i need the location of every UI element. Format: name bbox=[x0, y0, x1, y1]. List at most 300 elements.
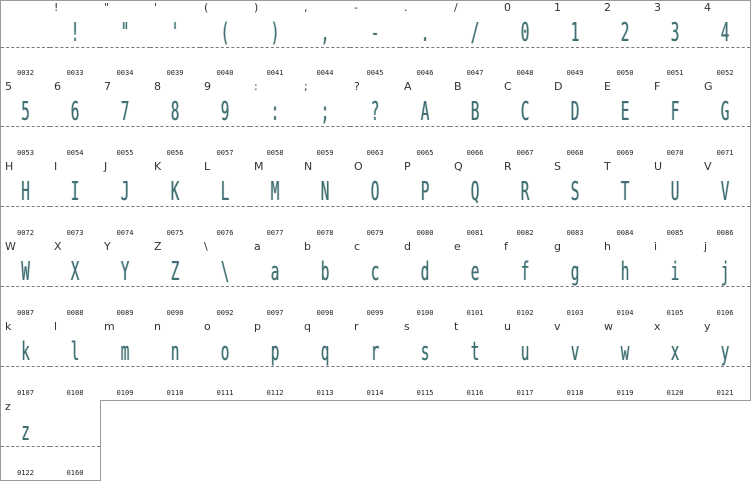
glyph-code: 0076 bbox=[216, 229, 234, 237]
glyph-code: 0118 bbox=[566, 389, 584, 397]
glyph-cell bbox=[400, 240, 451, 321]
glyph-cell bbox=[400, 160, 451, 241]
glyph-sample: W bbox=[21, 257, 30, 287]
glyph-sample: f bbox=[520, 257, 530, 287]
glyph-sample: V bbox=[720, 177, 730, 207]
glyph-cell-label: H bbox=[5, 160, 14, 173]
glyph-code: 0099 bbox=[366, 309, 384, 317]
glyph-cell bbox=[650, 240, 701, 321]
glyph-cell bbox=[400, 0, 451, 81]
glyph-code: 0074 bbox=[116, 229, 134, 237]
glyph-code: 0075 bbox=[166, 229, 184, 237]
glyph-code: 0059 bbox=[316, 149, 334, 157]
glyph-cell bbox=[150, 240, 201, 321]
glyph-code: 0063 bbox=[366, 149, 384, 157]
glyph-code: 0065 bbox=[416, 149, 434, 157]
glyph-cell-label: a bbox=[254, 240, 261, 253]
glyph-code: 0046 bbox=[416, 69, 434, 77]
glyph-cell bbox=[500, 160, 551, 241]
glyph-sample: 3 bbox=[670, 18, 680, 48]
glyph-cell-label: f bbox=[504, 240, 508, 253]
glyph-cell-label: K bbox=[154, 160, 162, 173]
glyph-cell-label: t bbox=[454, 320, 459, 333]
glyph-sample: d bbox=[420, 257, 430, 287]
glyph-code: 0081 bbox=[466, 229, 484, 237]
glyph-code: 0048 bbox=[516, 69, 534, 77]
glyph-cell-label: c bbox=[354, 240, 361, 253]
glyph-cell bbox=[0, 320, 51, 401]
glyph-sample: x bbox=[670, 337, 680, 367]
glyph-code: 0108 bbox=[66, 389, 84, 397]
glyph-cell bbox=[450, 320, 501, 401]
glyph-code: 0041 bbox=[266, 69, 284, 77]
glyph-code: 0052 bbox=[716, 69, 734, 77]
glyph-code: 0089 bbox=[116, 309, 134, 317]
glyph-cell-label: k bbox=[5, 320, 12, 333]
glyph-code: 0034 bbox=[116, 69, 134, 77]
glyph-cell-label: 1 bbox=[554, 1, 561, 14]
glyph-cell bbox=[300, 320, 351, 401]
glyph-sample: ? bbox=[370, 97, 380, 127]
glyph-cell bbox=[700, 320, 751, 401]
glyph-cell-label: U bbox=[654, 160, 663, 173]
glyph-cell-label: L bbox=[204, 160, 211, 173]
glyph-code: 0053 bbox=[17, 149, 34, 157]
glyph-cell-label: T bbox=[604, 160, 611, 173]
glyph-code: 0103 bbox=[566, 309, 584, 317]
glyph-cell-label: v bbox=[554, 320, 561, 333]
glyph-cell-label: x bbox=[654, 320, 661, 333]
glyph-code: 0072 bbox=[17, 229, 34, 237]
glyph-cell bbox=[700, 80, 751, 161]
glyph-code: 0045 bbox=[366, 69, 384, 77]
glyph-code: 0101 bbox=[466, 309, 484, 317]
glyph-cell bbox=[400, 320, 451, 401]
glyph-cell bbox=[250, 240, 301, 321]
glyph-sample: Q bbox=[470, 177, 480, 207]
glyph-sample: U bbox=[670, 177, 680, 207]
glyph-cell bbox=[650, 0, 701, 81]
glyph-cell bbox=[600, 160, 651, 241]
glyph-cell-label: 8 bbox=[154, 80, 161, 93]
glyph-sample: \ bbox=[220, 257, 230, 287]
glyph-code: 0055 bbox=[116, 149, 134, 157]
glyph-sample: s bbox=[420, 337, 430, 367]
glyph-sample: X bbox=[70, 257, 80, 287]
glyph-sample: c bbox=[370, 257, 380, 287]
glyph-code: 0032 bbox=[17, 69, 34, 77]
glyph-cell bbox=[250, 80, 301, 161]
glyph-cell bbox=[250, 320, 301, 401]
glyph-sample: 9 bbox=[220, 97, 230, 127]
glyph-code: 0111 bbox=[216, 389, 234, 397]
glyph-sample: u bbox=[520, 337, 530, 367]
glyph-sample: S bbox=[570, 177, 580, 207]
glyph-code: 0078 bbox=[316, 229, 334, 237]
glyph-sample: Y bbox=[120, 257, 130, 287]
glyph-cell-label: - bbox=[354, 1, 358, 14]
glyph-sample: N bbox=[320, 177, 330, 207]
glyph-sample: D bbox=[570, 97, 580, 127]
glyph-cell-label: D bbox=[554, 80, 563, 93]
glyph-code: 0067 bbox=[516, 149, 534, 157]
glyph-sample: 7 bbox=[120, 97, 130, 127]
glyph-code: 0069 bbox=[616, 149, 634, 157]
glyph-cell bbox=[300, 160, 351, 241]
glyph-cell bbox=[450, 160, 501, 241]
glyph-sample: P bbox=[420, 177, 430, 207]
glyph-sample: . bbox=[420, 18, 430, 48]
glyph-cell-label: z bbox=[5, 400, 11, 413]
glyph-code: 0115 bbox=[416, 389, 434, 397]
glyph-code: 0083 bbox=[566, 229, 584, 237]
glyph-cell bbox=[350, 160, 401, 241]
glyph-cell bbox=[200, 0, 251, 81]
glyph-code: 0119 bbox=[616, 389, 634, 397]
glyph-code: 0056 bbox=[166, 149, 184, 157]
glyph-cell bbox=[550, 240, 601, 321]
glyph-code: 0084 bbox=[616, 229, 634, 237]
glyph-sample: a bbox=[270, 257, 280, 287]
glyph-cell bbox=[450, 240, 501, 321]
glyph-sample: 2 bbox=[620, 18, 630, 48]
glyph-sample: ) bbox=[270, 18, 280, 48]
glyph-sample: G bbox=[720, 97, 730, 127]
glyph-sample: m bbox=[120, 337, 130, 367]
glyph-cell-label: 9 bbox=[204, 80, 211, 93]
glyph-cell-label: : bbox=[254, 80, 258, 93]
glyph-sample: z bbox=[21, 417, 30, 447]
glyph-cell-label: N bbox=[304, 160, 313, 173]
glyph-cell bbox=[400, 80, 451, 161]
glyph-cell bbox=[150, 0, 201, 81]
glyph-cell bbox=[500, 240, 551, 321]
glyph-cell-label: Y bbox=[104, 240, 111, 253]
glyph-sample: 6 bbox=[70, 97, 80, 127]
glyph-code: 0080 bbox=[416, 229, 434, 237]
glyph-cell-label: j bbox=[704, 240, 708, 253]
glyph-cell bbox=[350, 80, 401, 161]
glyph-cell bbox=[50, 400, 101, 481]
glyph-code: 0071 bbox=[716, 149, 734, 157]
glyph-code: 0116 bbox=[466, 389, 484, 397]
glyph-sample: ( bbox=[220, 18, 230, 48]
glyph-code: 0079 bbox=[366, 229, 384, 237]
glyph-cell bbox=[50, 320, 101, 401]
glyph-cell-label: , bbox=[304, 1, 308, 14]
glyph-code: 0040 bbox=[216, 69, 234, 77]
glyph-code: 0033 bbox=[66, 69, 84, 77]
glyph-cell bbox=[700, 240, 751, 321]
glyph-cell-label: y bbox=[704, 320, 711, 333]
glyph-cell bbox=[450, 80, 501, 161]
glyph-cell-label: / bbox=[454, 1, 458, 14]
glyph-code: 0121 bbox=[716, 389, 734, 397]
glyph-cell bbox=[200, 320, 251, 401]
glyph-cell bbox=[200, 80, 251, 161]
glyph-baseline bbox=[50, 446, 100, 447]
glyph-sample: q bbox=[320, 337, 330, 367]
glyph-code: 0098 bbox=[316, 309, 334, 317]
glyph-cell bbox=[300, 0, 351, 81]
glyph-cell bbox=[50, 0, 101, 81]
glyph-code: 0107 bbox=[17, 389, 34, 397]
glyph-code: 0057 bbox=[216, 149, 234, 157]
glyph-code: 0054 bbox=[66, 149, 84, 157]
glyph-cell bbox=[350, 320, 401, 401]
glyph-sample: J bbox=[120, 177, 130, 207]
glyph-cell-label: Z bbox=[154, 240, 162, 253]
glyph-code: 0050 bbox=[616, 69, 634, 77]
glyph-cell bbox=[650, 80, 701, 161]
glyph-sample: F bbox=[670, 97, 680, 127]
glyph-cell-label: R bbox=[504, 160, 512, 173]
glyph-sample: E bbox=[620, 97, 630, 127]
glyph-sample: , bbox=[320, 18, 330, 48]
glyph-cell bbox=[550, 160, 601, 241]
glyph-cell-label: " bbox=[104, 1, 110, 14]
glyph-sample: H bbox=[21, 177, 30, 207]
glyph-code: 0114 bbox=[366, 389, 384, 397]
glyph-cell bbox=[100, 80, 151, 161]
glyph-cell bbox=[600, 0, 651, 81]
glyph-cell-label: J bbox=[104, 160, 108, 173]
glyph-cell bbox=[350, 240, 401, 321]
glyph-cell-label: 3 bbox=[654, 1, 661, 14]
glyph-sample: A bbox=[420, 97, 430, 127]
glyph-cell-label: ( bbox=[204, 1, 209, 14]
glyph-cell-label: C bbox=[504, 80, 512, 93]
glyph-cell bbox=[100, 240, 151, 321]
glyph-cell-label: r bbox=[354, 320, 359, 333]
glyph-sample: g bbox=[570, 257, 580, 287]
glyph-cell-label: i bbox=[654, 240, 658, 253]
glyph-sample: ; bbox=[320, 97, 330, 127]
glyph-cell bbox=[250, 160, 301, 241]
glyph-cell-label: ? bbox=[354, 80, 360, 93]
glyph-cell bbox=[100, 0, 151, 81]
glyph-cell-label: d bbox=[404, 240, 411, 253]
glyph-cell-label: u bbox=[504, 320, 511, 333]
glyph-code: 0100 bbox=[416, 309, 434, 317]
glyph-cell bbox=[350, 0, 401, 81]
glyph-cell bbox=[550, 320, 601, 401]
glyph-cell-label: 4 bbox=[704, 1, 711, 14]
glyph-cell-label: 0 bbox=[504, 1, 511, 14]
glyph-sample: h bbox=[620, 257, 630, 287]
glyph-code: 0113 bbox=[316, 389, 334, 397]
glyph-code: 0122 bbox=[17, 469, 34, 477]
glyph-sample: ' bbox=[170, 18, 180, 48]
glyph-code: 0102 bbox=[516, 309, 534, 317]
glyph-code: 0090 bbox=[166, 309, 184, 317]
glyph-cell-label: O bbox=[354, 160, 363, 173]
glyph-cell bbox=[50, 240, 101, 321]
glyph-cell-label: ' bbox=[154, 1, 158, 14]
glyph-cell-label: b bbox=[304, 240, 311, 253]
glyph-cell bbox=[0, 240, 51, 321]
glyph-cell-label: w bbox=[604, 320, 613, 333]
glyph-sample: i bbox=[670, 257, 680, 287]
glyph-cell bbox=[500, 0, 551, 81]
glyph-sample: 4 bbox=[720, 18, 730, 48]
glyph-sample: n bbox=[170, 337, 180, 367]
glyph-sample: " bbox=[120, 18, 130, 48]
glyph-code: 0077 bbox=[266, 229, 284, 237]
glyph-code: 0068 bbox=[566, 149, 584, 157]
glyph-code: 0051 bbox=[666, 69, 684, 77]
glyph-sample: O bbox=[370, 177, 380, 207]
glyph-sample: K bbox=[170, 177, 180, 207]
glyph-cell bbox=[300, 80, 351, 161]
glyph-cell-label: M bbox=[254, 160, 264, 173]
glyph-sample: p bbox=[270, 337, 280, 367]
glyph-code: 0088 bbox=[66, 309, 84, 317]
glyph-cell bbox=[650, 320, 701, 401]
glyph-cell-label: ) bbox=[254, 1, 259, 14]
glyph-cell bbox=[100, 320, 151, 401]
glyph-sample: T bbox=[620, 177, 630, 207]
glyph-cell-label: q bbox=[304, 320, 311, 333]
glyph-cell-label: 2 bbox=[604, 1, 611, 14]
glyph-sample: I bbox=[70, 177, 80, 207]
glyph-code: 0087 bbox=[17, 309, 34, 317]
glyph-code: 0117 bbox=[516, 389, 534, 397]
glyph-sample: k bbox=[21, 337, 30, 367]
glyph-cell-label: 5 bbox=[5, 80, 12, 93]
glyph-sample: 1 bbox=[570, 18, 580, 48]
glyph-cell bbox=[0, 400, 51, 481]
glyph-code: 0104 bbox=[616, 309, 634, 317]
glyph-sample: : bbox=[270, 97, 280, 127]
glyph-cell-label: W bbox=[5, 240, 16, 253]
glyph-cell bbox=[600, 320, 651, 401]
glyph-cell-label: 7 bbox=[104, 80, 111, 93]
glyph-code: 0085 bbox=[666, 229, 684, 237]
glyph-cell-label: I bbox=[54, 160, 58, 173]
glyph-cell-label: A bbox=[404, 80, 412, 93]
glyph-cell bbox=[50, 160, 101, 241]
glyph-sample: ! bbox=[70, 18, 80, 48]
glyph-code: 0110 bbox=[166, 389, 184, 397]
glyph-sample: R bbox=[520, 177, 530, 207]
glyph-code: 0049 bbox=[566, 69, 584, 77]
glyph-cell-label: g bbox=[554, 240, 561, 253]
glyph-cell-label: e bbox=[454, 240, 461, 253]
glyph-cell-label: h bbox=[604, 240, 611, 253]
glyph-cell bbox=[50, 80, 101, 161]
glyph-code: 0066 bbox=[466, 149, 484, 157]
glyph-sample: B bbox=[470, 97, 480, 127]
glyph-code: 0160 bbox=[66, 469, 84, 477]
glyph-code: 0097 bbox=[266, 309, 284, 317]
glyph-sample: Z bbox=[170, 257, 180, 287]
glyph-cell bbox=[0, 0, 51, 81]
glyph-sample: L bbox=[220, 177, 230, 207]
glyph-baseline bbox=[1, 47, 50, 48]
glyph-sample: e bbox=[470, 257, 480, 287]
glyph-code: 0106 bbox=[716, 309, 734, 317]
glyph-cell-label: ; bbox=[304, 80, 308, 93]
glyph-cell bbox=[500, 320, 551, 401]
glyph-cell bbox=[700, 160, 751, 241]
glyph-cell bbox=[150, 80, 201, 161]
glyph-code: 0073 bbox=[66, 229, 84, 237]
glyph-cell-label: B bbox=[454, 80, 462, 93]
glyph-cell bbox=[650, 160, 701, 241]
glyph-cell bbox=[300, 240, 351, 321]
glyph-sample: o bbox=[220, 337, 230, 367]
glyph-cell-label: . bbox=[404, 1, 408, 14]
glyph-code: 0039 bbox=[166, 69, 184, 77]
glyph-code: 0120 bbox=[666, 389, 684, 397]
glyph-cell-label: o bbox=[204, 320, 211, 333]
glyph-cell bbox=[450, 0, 501, 81]
glyph-cell bbox=[600, 240, 651, 321]
glyph-sample: C bbox=[520, 97, 530, 127]
glyph-cell-label: S bbox=[554, 160, 561, 173]
glyph-code: 0112 bbox=[266, 389, 284, 397]
glyph-cell bbox=[700, 0, 751, 81]
glyph-cell-label: s bbox=[404, 320, 410, 333]
glyph-cell bbox=[250, 0, 301, 81]
glyph-code: 0092 bbox=[216, 309, 234, 317]
glyph-sample: 0 bbox=[520, 18, 530, 48]
glyph-sample: j bbox=[720, 257, 730, 287]
glyph-cell-label: n bbox=[154, 320, 161, 333]
glyph-cell-label: m bbox=[104, 320, 115, 333]
glyph-cell bbox=[550, 0, 601, 81]
glyph-code: 0086 bbox=[716, 229, 734, 237]
glyph-sample: r bbox=[370, 337, 380, 367]
glyph-cell-label: Q bbox=[454, 160, 463, 173]
glyph-cell-label: V bbox=[704, 160, 712, 173]
glyph-code: 0058 bbox=[266, 149, 284, 157]
glyph-cell-label: P bbox=[404, 160, 411, 173]
glyph-code: 0082 bbox=[516, 229, 534, 237]
glyph-cell bbox=[150, 160, 201, 241]
glyph-cell bbox=[600, 80, 651, 161]
glyph-cell-label: l bbox=[54, 320, 58, 333]
glyph-cell-label: 6 bbox=[54, 80, 61, 93]
glyph-cell-label: \ bbox=[204, 240, 208, 253]
glyph-cell-label: G bbox=[704, 80, 713, 93]
glyph-cell-label: p bbox=[254, 320, 261, 333]
glyph-sample: y bbox=[720, 337, 730, 367]
glyph-sample: l bbox=[70, 337, 80, 367]
glyph-cell bbox=[500, 80, 551, 161]
glyph-code: 0105 bbox=[666, 309, 684, 317]
glyph-code: 0109 bbox=[116, 389, 134, 397]
glyph-sample: M bbox=[270, 177, 280, 207]
glyph-cell bbox=[200, 160, 251, 241]
glyph-cell-label: F bbox=[654, 80, 661, 93]
glyph-sample: t bbox=[470, 337, 480, 367]
glyph-code: 0070 bbox=[666, 149, 684, 157]
glyph-sample: / bbox=[470, 18, 480, 48]
glyph-sample: w bbox=[620, 337, 630, 367]
glyph-cell-label: X bbox=[54, 240, 62, 253]
glyph-cell bbox=[0, 80, 51, 161]
glyph-cell bbox=[150, 320, 201, 401]
glyph-sample: - bbox=[370, 18, 380, 48]
glyph-cell bbox=[0, 160, 51, 241]
glyph-cell-label: ! bbox=[54, 1, 59, 14]
glyph-cell bbox=[200, 240, 251, 321]
glyph-cell-label: E bbox=[604, 80, 611, 93]
glyph-code: 0044 bbox=[316, 69, 334, 77]
glyph-sample: 8 bbox=[170, 97, 180, 127]
